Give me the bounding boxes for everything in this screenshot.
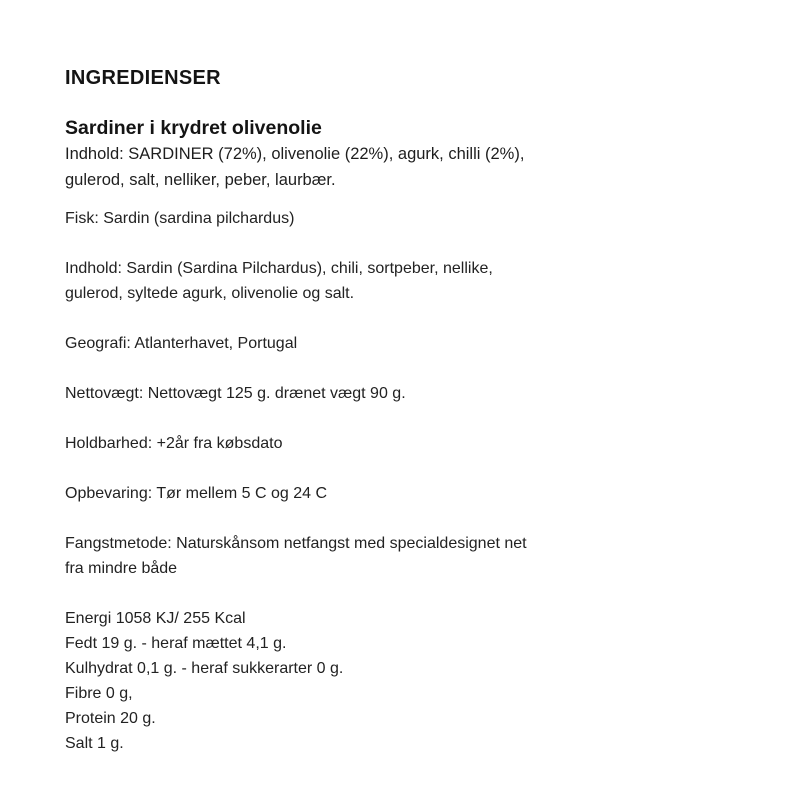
detail-contents [65,256,685,306]
detail-line: Opbevaring: Tør mellem 5 C og 24 C [65,485,328,502]
detail-line: Fisk: Sardin (sardina pilchardus) [65,210,295,227]
section-heading: INGREDIENSER [65,67,221,89]
detail-line: gulerod, syltede agurk, olivenolie og salt. [65,285,355,302]
detail-net-weight [65,381,685,406]
detail-line: Fangstmetode: Naturskånsom netfangst med specialdesignet net [65,535,527,552]
nutrition-line-energy: Energi 1058 KJ/ 255 Kcal [65,610,246,627]
detail-catch-method [65,531,685,581]
product-title: Sardiner i krydret olivenolie [65,117,322,139]
detail-geography [65,331,685,356]
detail-storage [65,481,685,506]
nutrition-line-salt: Salt 1 g. [65,735,124,752]
detail-line: Holdbarhed: +2år fra købsdato [65,435,283,452]
ingredients-line: Indhold: SARDINER (72%), olivenolie (22%), agurk, chilli (2%), [65,145,525,163]
nutrition-facts [65,606,685,756]
detail-line: Nettovægt: Nettovægt 125 g. drænet vægt 90 g. [65,385,406,402]
ingredients-line: gulerod, salt, nelliker, peber, laurbær. [65,171,336,189]
detail-fish [65,206,685,231]
nutrition-line-fibre: Fibre 0 g, [65,685,133,702]
detail-line: Indhold: Sardin (Sardina Pilchardus), chili, sortpeber, nellike, [65,260,493,277]
nutrition-line-fat: Fedt 19 g. - heraf mættet 4,1 g. [65,635,287,652]
detail-shelf-life [65,431,685,456]
nutrition-line-protein: Protein 20 g. [65,710,156,727]
nutrition-line-carbohydrate: Kulhydrat 0,1 g. - heraf sukkerarter 0 g. [65,660,344,677]
detail-line: fra mindre både [65,560,178,577]
ingredients-panel [65,0,685,781]
product-ingredients-paragraph [65,141,685,193]
detail-line: Geografi: Atlanterhavet, Portugal [65,335,298,352]
